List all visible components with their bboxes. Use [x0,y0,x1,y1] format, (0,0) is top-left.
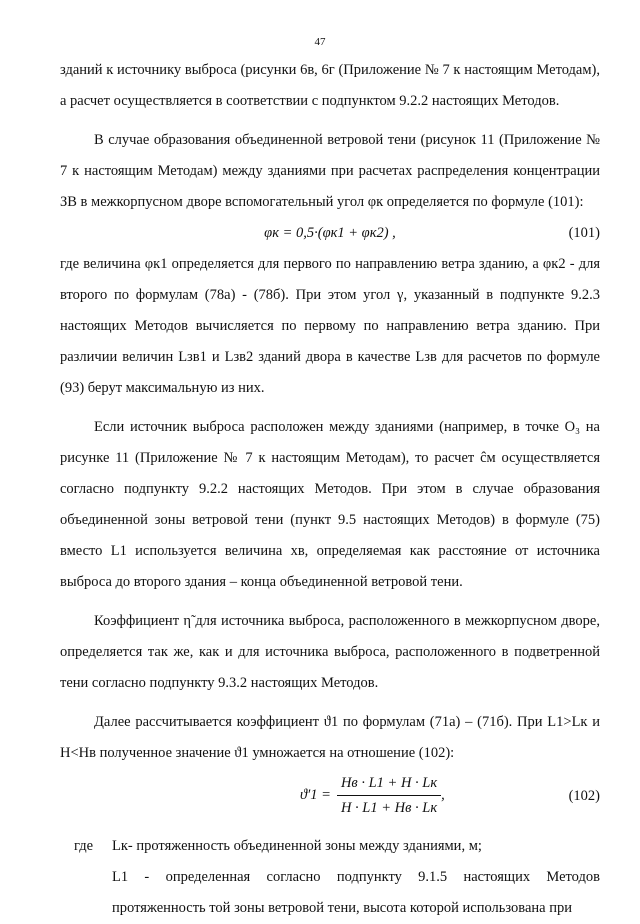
formula-102-fraction [337,771,441,820]
definition-l1: L1 - определенная согласно подпункту 9.1.5 настоящих Методов протяженность той зоны ветровой тени, высота которой использована при [112,869,600,916]
paragraph-5: Коэффициент η̃ для источника выброса, расположенного в межкорпусном дворе, определяется так же, как и для источника выброса, расположенного в подветренной тени согласно подпункту 9.3.2 настоящих Методов. [60,613,600,691]
formula-102-tail: , [441,787,445,803]
formula-102-lhs: ϑ′1 = [300,787,331,803]
paragraph-4: Если источник выброса расположен между зданиями (например, в точке O₃ на рисунке 11 (Приложение № 7 к настоящим Методам), то расчет ĉм осуществляется согласно подпункту 9.2.2 настоящих Методов. При этом в случае образования объединенной зоны ветровой тени (пункт 9.5 настоящих Методов) в формуле (75) вместо L1 используется величина xв, определяемая как расстояние от источника выброса до второго здания – конца объединенной ветровой тени. [60,419,600,590]
paragraph-2: В случае образования объединенной ветровой тени (рисунок 11 (Приложение № 7 к настоящим Методам) между зданиями при расчетах распределения концентрации ЗВ в межкорпусном дворе вспомогательный угол φк определяется по формуле (101): [60,132,600,210]
definition-lk: Lк- протяженность объединенной зоны между зданиями, м; [112,838,482,854]
definitions-list [60,831,600,862]
paragraph-6: Далее рассчитывается коэффициент ϑ1 по формулам (71а) – (71б). При L1>Lк и H<Hв полученное значение ϑ1 умножается на отношение (102): [60,714,600,761]
paragraph-3: где величина φк1 определяется для первого по направлению ветра зданию, а φк2 - для второго по формулам (78а) - (78б). При этом угол γ, указанный в подпункте 9.2.3 настоящих Методов вычисляется по первому по направлению ветра зданию. При различии величин Lзв1 и Lзв2 зданий двора в качестве Lзв для расчетов по формуле (93) берут максимальную из них. [60,256,600,396]
formula-102-expression [300,771,445,820]
paragraph-1: зданий к источнику выброса (рисунки 6в, 6г (Приложение № 7 к настоящим Методам), а расчет осуществляется в соответствии с подпунктом 9.2.2 настоящих Методов. [60,62,600,109]
formula-102 [60,769,600,831]
body-text [60,55,600,924]
formula-101 [60,218,600,249]
where-label: где [74,838,94,854]
formula-102-denominator: H · L1 + Hв · Lк [340,800,438,816]
page-number: 47 [314,36,326,48]
formula-101-expression: φк = 0,5·(φк1 + φк2) , [264,225,396,241]
formula-102-number: (102) [568,788,600,804]
formula-102-numerator: Hв · L1 + H · Lк [337,771,441,796]
formula-101-number: (101) [568,225,600,241]
